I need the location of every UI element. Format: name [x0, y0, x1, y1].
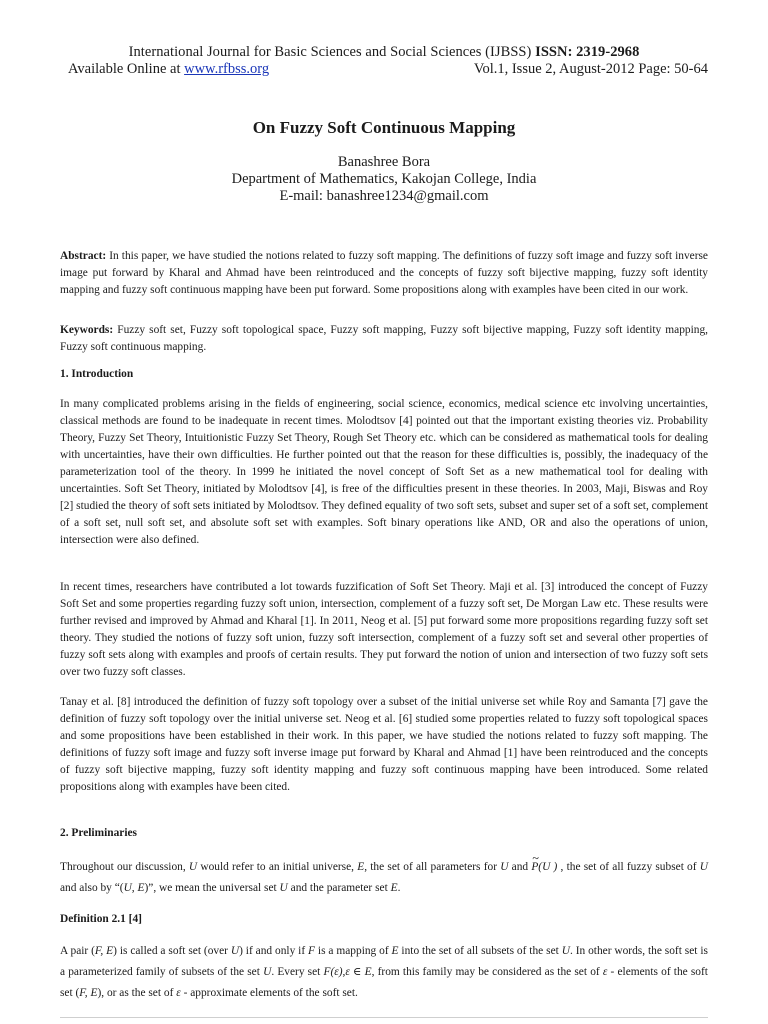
- author-email: E-mail: banashree1234@gmail.com: [279, 188, 489, 204]
- math-var: ε: [602, 966, 608, 978]
- math-var: U: [188, 861, 198, 873]
- keywords-text: Fuzzy soft set, Fuzzy soft topological space, Fuzzy soft mapping, Fuzzy soft bijective mapping, Fuzzy soft identity mapping, Fuzzy soft continuous mapping.: [60, 324, 708, 353]
- journal-header: [0, 44, 768, 61]
- text-run: and: [511, 861, 529, 873]
- math-var: F, E: [79, 987, 98, 999]
- text-run: , the set of all fuzzy subset of: [560, 861, 697, 873]
- math-var: F: [308, 945, 316, 957]
- math-var: E: [357, 861, 365, 873]
- text-run: - approximate elements of the soft set.: [183, 987, 358, 999]
- text-run: ) is called a soft set (over: [113, 945, 228, 957]
- section-heading-introduction: 1. Introduction: [60, 368, 134, 380]
- math-var: U, E: [123, 882, 145, 894]
- text-run: - elements of the soft set (: [60, 966, 708, 999]
- text-run: , from this family may be considered as the set of: [371, 966, 600, 978]
- text-run: ) if and only if: [239, 945, 306, 957]
- math-var: (U ): [538, 861, 558, 873]
- math-var: F(ε),ε ∈ E: [323, 966, 372, 978]
- math-var: U: [279, 882, 288, 894]
- preliminaries-paragraph: [60, 851, 709, 899]
- author-affiliation: Department of Mathematics, Kakojan College, India: [231, 171, 537, 187]
- text-run: Throughout our discussion,: [60, 861, 186, 873]
- intro-paragraph-3: Tanay et al. [8] introduced the definition of fuzzy soft topology over a subset of the initial universe set while Roy and Samanta [7] gave the definition of fuzzy soft topology over the initial universe set. Neog et al. [6] studied some properties related to fuzzy soft topological spaces and some propositions have been established in their work. In this paper, we have studied the notions related to fuzzy soft mapping. The definitions of fuzzy soft image and fuzzy soft inverse image put forward by Kharal and Ahmad [1] have been reintroduced and the concepts of fuzzy soft bijective mapping, fuzzy soft identity mapping and fuzzy soft continuous mapping have been introduced. Some related propositions along with examples have been cited.: [60, 696, 708, 793]
- available-prefix: Available Online at: [68, 61, 181, 77]
- footer-divider: [60, 1017, 708, 1018]
- math-var: P: [531, 861, 539, 873]
- math-var: U: [500, 861, 509, 873]
- math-var: ε: [176, 987, 181, 999]
- math-var: U: [561, 945, 570, 957]
- intro-paragraph-2: In recent times, researchers have contributed a lot towards fuzzification of Soft Set Theory. Maji et al. [3] introduced the concept of Fuzzy Soft Set and some properties regarding fuzzy soft union, intersection, complement of a fuzzy soft set, De Morgan Law etc. These results were further revised and improved by Ahmad and Kharal [1]. In 2011, Neog et al. [5] put forward some more propositions regarding fuzzy soft set theory. They studied the notions of fuzzy soft union, fuzzy soft intersection, complement of a fuzzy soft set and several other properties of fuzzy soft sets along with examples and proofs of certain results. They put forward the notion of union and intersection of two fuzzy soft sets over two fuzzy soft classes.: [60, 581, 708, 678]
- text-run: , the set of all parameters for: [364, 861, 497, 873]
- availability: [68, 61, 269, 78]
- fuzzy-power-set-symbol: ~ P: [531, 851, 539, 873]
- math-var: U: [230, 945, 240, 957]
- text-run: ), or as the set of: [97, 987, 174, 999]
- text-run: .: [397, 882, 401, 894]
- text-run: . In other words, the soft set is a parameterized family of subsets of the set: [60, 945, 708, 978]
- math-var: E: [390, 882, 398, 894]
- text-run: . Every set: [271, 966, 321, 978]
- math-var: U: [263, 966, 272, 978]
- math-var: F, E: [94, 945, 114, 957]
- text-run: would refer to an initial universe,: [200, 861, 355, 873]
- keywords-label: Keywords:: [60, 324, 114, 336]
- text-run: and also by “(: [60, 882, 124, 894]
- text-run: A pair (: [60, 945, 95, 957]
- issn: ISSN: 2319-2968: [535, 44, 640, 60]
- math-var: E: [391, 945, 399, 957]
- paper-title: On Fuzzy Soft Continuous Mapping: [252, 118, 516, 137]
- text-run: into the set of all subsets of the set: [401, 945, 559, 957]
- keywords: [60, 322, 708, 356]
- author-block: [0, 154, 768, 205]
- text-run: and the parameter set: [290, 882, 388, 894]
- abstract-label: Abstract:: [60, 250, 107, 262]
- abstract: [60, 248, 708, 299]
- definition-paragraph: [60, 941, 708, 1004]
- text-run: is a mapping of: [317, 945, 389, 957]
- website-link[interactable]: www.rfbss.org: [184, 61, 270, 77]
- abstract-text: In this paper, we have studied the notions related to fuzzy soft mapping. The definitions of fuzzy soft image and fuzzy soft inverse image put forward by Kharal and Ahmad have been reintroduced and the concepts of fuzzy soft bijective mapping, fuzzy soft identity mapping and fuzzy soft continuous mapping have been put forward. Some propositions along with examples have been cited in our work.: [60, 250, 708, 296]
- intro-paragraph-1: In many complicated problems arising in the fields of engineering, social science, economics, medical science etc involving uncertainties, classical methods are found to be inadequate in recent times. Molodtsov [4] pointed out that the important existing theories viz. Probability Theory, Fuzzy Set Theory, Intuitionistic Fuzzy Set Theory, Rough Set Theory etc. which can be considered as mathematical tools for dealing with uncertainties, have their own difficulties. He further pointed out that the reason for these difficulties is, possibly, the inadequacy of the parameterization tool of the theory. In 1999 he initiated the novel concept of Soft Set as a new mathematical tool for dealing with uncertainties. Soft Set Theory, initiated by Molodtsov [4], is free of the difficulties present in these theories. In 2003, Maji, Biswas and Roy [2] studied the theory of soft sets initiated by Molodtsov. They defined equality of two soft sets, subset and super set of a soft set, complement of a soft set, null soft set, and absolute soft set with examples. Soft binary operations like AND, OR and also the operations of union, intersection were also defined.: [60, 398, 708, 546]
- math-var: U: [699, 861, 709, 873]
- author-name: Banashree Bora: [337, 154, 431, 170]
- definition-heading: Definition 2.1 [4]: [60, 913, 142, 925]
- text-run: )”, we mean the universal set: [144, 882, 277, 894]
- volume-info: Vol.1, Issue 2, August-2012 Page: 50-64: [473, 61, 708, 77]
- section-heading-preliminaries: 2. Preliminaries: [60, 827, 137, 839]
- journal-name: International Journal for Basic Sciences and Social Sciences (IJBSS): [128, 44, 532, 60]
